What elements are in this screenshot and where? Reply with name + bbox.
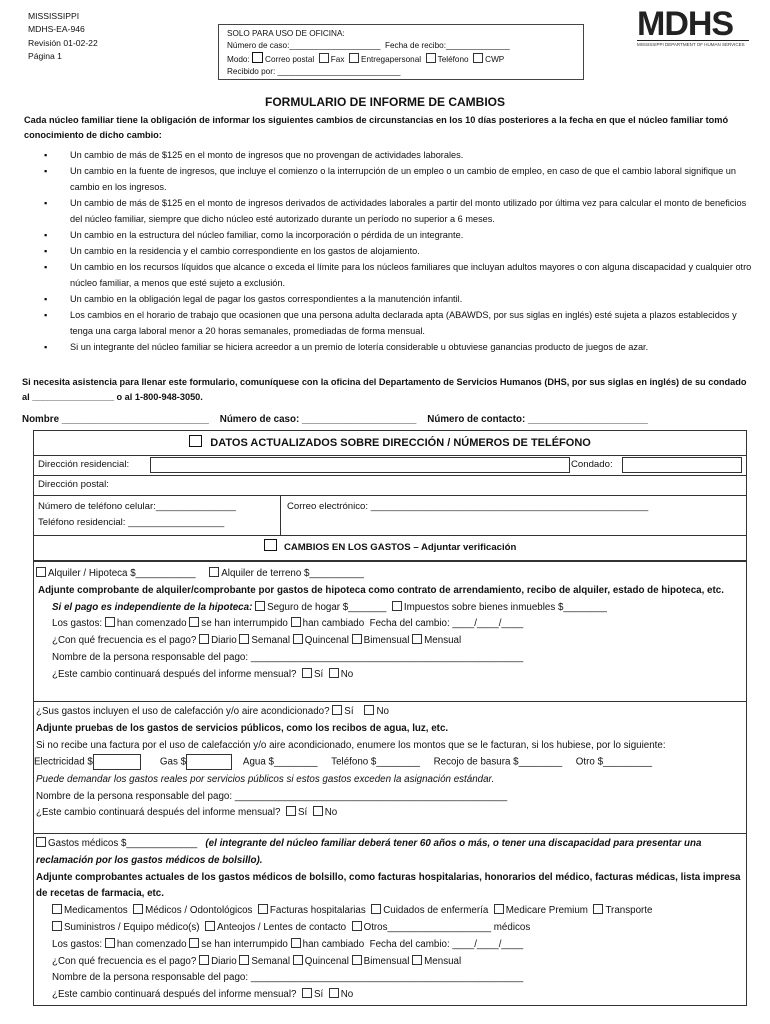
mdhs-logo [637, 5, 749, 48]
hospital-label: Facturas hospitalarias [269, 905, 366, 917]
started-label: han comenzado [116, 938, 187, 950]
monthly-label: Mensual [424, 955, 462, 967]
home-insurance-checkbox[interactable] [255, 601, 265, 611]
continue-yes-checkbox[interactable] [286, 806, 296, 816]
postal-row [34, 475, 746, 496]
other-medical-field[interactable]: Otros___________________ médicos [363, 921, 531, 933]
mode-phone-label: Teléfono [437, 55, 469, 64]
water-field[interactable]: Agua $________ [242, 756, 318, 768]
no-bill-text: Si no recibe una factura por el uso de calefacción y/o aire acondicionado, enumere los montos que se le facturan, si los hubiese, por lo siguiente: [36, 739, 666, 751]
page-number: Página 1 [28, 51, 62, 62]
heating-no-checkbox[interactable] [364, 705, 374, 715]
no-label: No [324, 807, 338, 819]
continue-no-checkbox[interactable] [313, 806, 323, 816]
no-label: No [340, 989, 354, 1001]
frequency-question: ¿Con qué frecuencia es el pago? [52, 635, 197, 647]
continue-no-checkbox[interactable] [329, 668, 339, 678]
continue-question: ¿Este cambio continuará después del informe mensual? [36, 807, 281, 819]
mode-postal-label: Correo postal [265, 55, 315, 64]
address-section [33, 430, 747, 561]
mode-postal-checkbox[interactable] [252, 52, 263, 63]
assistance-text: Si necesita asistencia para llenar este formulario, comuníquese con la oficina del Departamento de Servicios Humanos (DHS, por sus siglas en inglés) de su condado al ________________ o al 1-800-948-3050. [22, 377, 747, 402]
meds-label: Medicamentos [64, 905, 128, 917]
continue-question: ¿Este cambio continuará después del informe mensual? [52, 668, 297, 680]
lot-rent-field[interactable]: Alquiler de terreno $__________ [221, 568, 364, 579]
lot-rent-checkbox[interactable] [209, 567, 219, 577]
other-field[interactable]: Otro $_________ [575, 756, 653, 768]
started-checkbox[interactable] [105, 617, 115, 627]
medical-field[interactable]: Gastos médicos $_____________ [48, 838, 198, 849]
change-list [44, 147, 756, 355]
electricity-label: Electricidad $ [34, 756, 93, 768]
name-field[interactable]: Nombre ___________________________ [22, 414, 209, 425]
logo-subtitle: MISSISSIPPI DEPARTMENT OF HUMAN SERVICES [637, 40, 749, 48]
bimonthly-checkbox[interactable] [352, 955, 362, 965]
utility-proof-text: Adjunte pruebas de los gastos de servicios públicos, como los recibos de agua, luz, etc. [36, 722, 449, 734]
property-tax-field[interactable]: Impuestos sobre bienes inmuebles $________ [403, 601, 607, 613]
office-case-number[interactable]: Número de caso:____________________ [227, 41, 381, 50]
county-label: Condado: [571, 459, 613, 470]
case-number-field[interactable]: Número de caso: _____________________ [219, 414, 417, 425]
electricity-input[interactable] [93, 754, 141, 770]
form-meta [28, 10, 98, 64]
garbage-field[interactable]: Recojo de basura $________ [433, 756, 563, 768]
rent-checkbox[interactable] [36, 567, 46, 577]
mode-personal-label: Entregapersonal [360, 55, 422, 64]
expenses-section-title: CAMBIOS EN LOS GASTOS [283, 542, 411, 553]
monthly-label: Mensual [424, 635, 462, 647]
started-label: han comenzado [116, 618, 187, 630]
glasses-checkbox[interactable] [205, 921, 215, 931]
page-title: FORMULARIO DE INFORME DE CAMBIOS [265, 95, 505, 109]
divider [280, 495, 281, 535]
stopped-label: se han interrumpido [201, 618, 288, 630]
list-item: ▪ Si un integrante del núcleo familiar se hiciera acreedor a un premio de lotería considerable u obtuviese ganancias producto de juegos de azar. [44, 339, 756, 355]
address-section-checkbox[interactable] [189, 435, 202, 447]
biweekly-checkbox[interactable] [293, 634, 303, 644]
nursing-label: Cuidados de enfermería [383, 905, 489, 917]
medicare-checkbox[interactable] [494, 904, 504, 914]
mode-cwp-label: CWP [485, 55, 505, 64]
bimonthly-label: Bimensual [363, 635, 410, 647]
office-mode-label: Modo: [227, 55, 250, 64]
postal-address-label[interactable]: Dirección postal: [38, 479, 109, 490]
list-item: ▪ Un cambio de más de $125 en el monto de ingresos derivados de actividades laborales a partir del monto utilizado por última vez para calcular el monto de beneficios del núcleo familiar, siempre que dicho núcleo esté autorizado durante un período no superior a 6 meses. [44, 195, 756, 227]
mode-fax-checkbox[interactable] [319, 53, 329, 63]
phone-row [34, 495, 746, 536]
changed-checkbox[interactable] [291, 617, 301, 627]
medical-proof-text: Adjunte comprobantes actuales de los gastos médicos de bolsillo, como facturas hospitalarias, honorarios del médico, facturas médicas, lista impresa de recetas de farmacia, etc. [36, 871, 741, 900]
mortgage-question: Si el pago es independiente de la hipoteca: [52, 601, 253, 613]
address-section-header [34, 431, 746, 456]
medical-block [34, 836, 746, 1004]
yes-label: Sí [313, 668, 324, 680]
phone-expense-field[interactable]: Teléfono $________ [331, 756, 420, 768]
list-item: ▪ Un cambio en la estructura del núcleo familiar, como la incorporación o pérdida de un integrante. [44, 227, 756, 243]
doctors-label: Médicos / Odontológicos [145, 905, 253, 917]
expenses-section-suffix: – Adjuntar verificación [413, 542, 517, 553]
address-section-title: DATOS ACTUALIZADOS SOBRE DIRECCIÓN / NÚMEROS DE TELÉFONO [210, 437, 591, 449]
biweekly-label: Quincenal [304, 955, 349, 967]
supplies-checkbox[interactable] [52, 921, 62, 931]
revision-label: Revisión 01-02-22 [28, 37, 98, 48]
bimonthly-checkbox[interactable] [352, 634, 362, 644]
monthly-checkbox[interactable] [412, 634, 422, 644]
list-item: ▪ Un cambio en la fuente de ingresos, que incluye el comienzo o la interrupción de un empleo o un cambio de empleo, en caso de que el cambio laboral signifique un cambio en los ingresos. [44, 163, 756, 195]
medical-note: (el integrante del núcleo familiar deberá tener 60 años o más, o tener una discapacidad para presentar una reclamación por los gastos médicos de bolsillo). [36, 838, 702, 866]
continue-yes-checkbox[interactable] [302, 988, 312, 998]
list-item: ▪ Un cambio en los recursos líquidos que alcance o exceda el límite para los núcleos familiares que incluyan adultos mayores o con alguna discapacidad y cualquier otro núcleo familiar, a menos que esté sujeto a exclusión. [44, 259, 756, 291]
weekly-label: Semanal [251, 955, 291, 967]
heating-yes-checkbox[interactable] [332, 705, 342, 715]
continue-yes-checkbox[interactable] [302, 668, 312, 678]
utility-block [34, 704, 746, 822]
contact-number-field[interactable]: Número de contacto: ______________________ [427, 414, 648, 425]
office-receipt-date[interactable]: Fecha de recibo:______________ [384, 41, 510, 50]
changed-label: han cambiado [302, 938, 365, 950]
continue-question: ¿Este cambio continuará después del informe mensual? [52, 989, 297, 1001]
weekly-checkbox[interactable] [239, 634, 249, 644]
cell-phone-field[interactable]: Número de teléfono celular:_______________ [38, 501, 236, 512]
divider [34, 701, 746, 702]
mode-personal-checkbox[interactable] [349, 53, 359, 63]
property-tax-checkbox[interactable] [392, 601, 402, 611]
email-field[interactable]: Correo electrónico: ____________________________________________________ [287, 501, 649, 512]
change-date-field[interactable]: Fecha del cambio: ____/____/____ [369, 938, 524, 950]
responsible-field[interactable]: __________________________________________________ [250, 651, 524, 663]
rent-proof-text: Adjunte comprobante de alquiler/comprobante por gastos de hipoteca como contrato de arrendamiento, recibo de alquiler, estado de hipoteca, etc. [38, 584, 724, 596]
monthly-checkbox[interactable] [412, 955, 422, 965]
office-title: SOLO PARA USO DE OFICINA: [227, 29, 345, 38]
list-item: ▪ Los cambios en el horario de trabajo que ocasionen que una persona adulta declarada apta (ABAWDS, por sus siglas en inglés) esté sujeta a plazos establecidos y tenga una carga laboral menor a 20 horas semanales, promediadas de forma mensual. [44, 307, 756, 339]
daily-checkbox[interactable] [199, 634, 209, 644]
residential-row [34, 455, 746, 476]
rent-field[interactable]: Alquiler / Hipoteca $___________ [48, 568, 196, 579]
other-medical-checkbox[interactable] [352, 921, 362, 931]
office-received-by[interactable]: Recibido por: ___________________________ [227, 67, 401, 76]
responsible-label: Nombre de la persona responsable del pago: [36, 790, 233, 802]
responsible-label: Nombre de la persona responsable del pago: [52, 972, 249, 984]
biweekly-checkbox[interactable] [293, 955, 303, 965]
continue-no-checkbox[interactable] [329, 988, 339, 998]
expenses-label: Los gastos: [52, 938, 103, 950]
no-label: No [340, 668, 354, 680]
responsible-label: Nombre de la persona responsable del pago: [52, 651, 249, 663]
rent-block [34, 566, 746, 684]
list-item: ▪ Un cambio en la residencia y el cambio correspondiente en los gastos de alojamiento. [44, 243, 756, 259]
biweekly-label: Quincenal [304, 635, 349, 647]
daily-label: Diario [211, 635, 237, 647]
glasses-label: Anteojos / Lentes de contacto [217, 921, 347, 933]
expenses-label: Los gastos: [52, 618, 103, 630]
standard-note: Puede demandar los gastos reales por servicios públicos si estos gastos exceden la asignación estándar. [36, 773, 495, 785]
doctors-checkbox[interactable] [133, 904, 143, 914]
stopped-checkbox[interactable] [189, 938, 199, 948]
weekly-label: Semanal [251, 635, 291, 647]
contact-line [22, 414, 762, 425]
frequency-question: ¿Con qué frecuencia es el pago? [52, 955, 197, 967]
gas-input[interactable] [186, 754, 232, 770]
expenses-section [33, 561, 747, 1006]
gas-label: Gas $ [159, 756, 187, 768]
expenses-section-checkbox[interactable] [264, 539, 277, 551]
medicare-label: Medicare Premium [505, 905, 588, 917]
list-item: ▪ Un cambio en la obligación legal de pagar los gastos correspondientes a la manutención infantil. [44, 291, 756, 307]
divider [34, 833, 746, 834]
stopped-label: se han interrumpido [201, 938, 288, 950]
yes-label: Sí [313, 989, 324, 1001]
meds-checkbox[interactable] [52, 904, 62, 914]
yes-label: Sí [297, 807, 308, 819]
yes-label: Sí [344, 706, 354, 717]
mode-fax-label: Fax [330, 55, 345, 64]
intro-text: Cada núcleo familiar tiene la obligación de informar los siguientes cambios de circunstancias en los 10 días posteriores a la fecha en que el núcleo familiar tomó conocimiento de dicho cambio: [24, 115, 729, 140]
home-insurance-field[interactable]: Seguro de hogar $_______ [267, 601, 387, 613]
started-checkbox[interactable] [105, 938, 115, 948]
bimonthly-label: Bimensual [363, 955, 410, 967]
expenses-section-header [34, 535, 746, 560]
changed-checkbox[interactable] [291, 938, 301, 948]
daily-checkbox[interactable] [199, 955, 209, 965]
transport-label: Transporte [605, 905, 653, 917]
list-item: ▪ Un cambio de más de $125 en el monto de ingresos que no provengan de actividades laborales. [44, 147, 756, 163]
residential-address-input[interactable] [150, 457, 570, 473]
transport-checkbox[interactable] [593, 904, 603, 914]
home-phone-field[interactable]: Teléfono residencial: __________________ [38, 517, 225, 528]
change-date-field[interactable]: Fecha del cambio: ____/____/____ [369, 618, 524, 630]
residential-address-label: Dirección residencial: [38, 459, 130, 470]
mode-phone-checkbox[interactable] [426, 53, 436, 63]
logo-text: MDHS [637, 5, 734, 43]
supplies-label: Suministros / Equipo médico(s) [64, 921, 200, 933]
stopped-checkbox[interactable] [189, 617, 199, 627]
responsible-field[interactable]: __________________________________________________ [250, 972, 524, 984]
form-id: MDHS-EA-946 [28, 24, 85, 35]
county-input[interactable] [622, 457, 742, 473]
heating-question: ¿Sus gastos incluyen el uso de calefacción y/o aire acondicionado? [36, 706, 330, 717]
office-use-box [218, 24, 584, 80]
changed-label: han cambiado [302, 618, 365, 630]
mode-cwp-checkbox[interactable] [473, 53, 483, 63]
nursing-checkbox[interactable] [371, 904, 381, 914]
daily-label: Diario [211, 955, 237, 967]
medical-checkbox[interactable] [36, 837, 46, 847]
state-label: MISSISSIPPI [28, 11, 80, 21]
no-label: No [376, 706, 389, 717]
hospital-checkbox[interactable] [258, 904, 268, 914]
weekly-checkbox[interactable] [239, 955, 249, 965]
responsible-field[interactable]: __________________________________________________ [234, 790, 508, 802]
